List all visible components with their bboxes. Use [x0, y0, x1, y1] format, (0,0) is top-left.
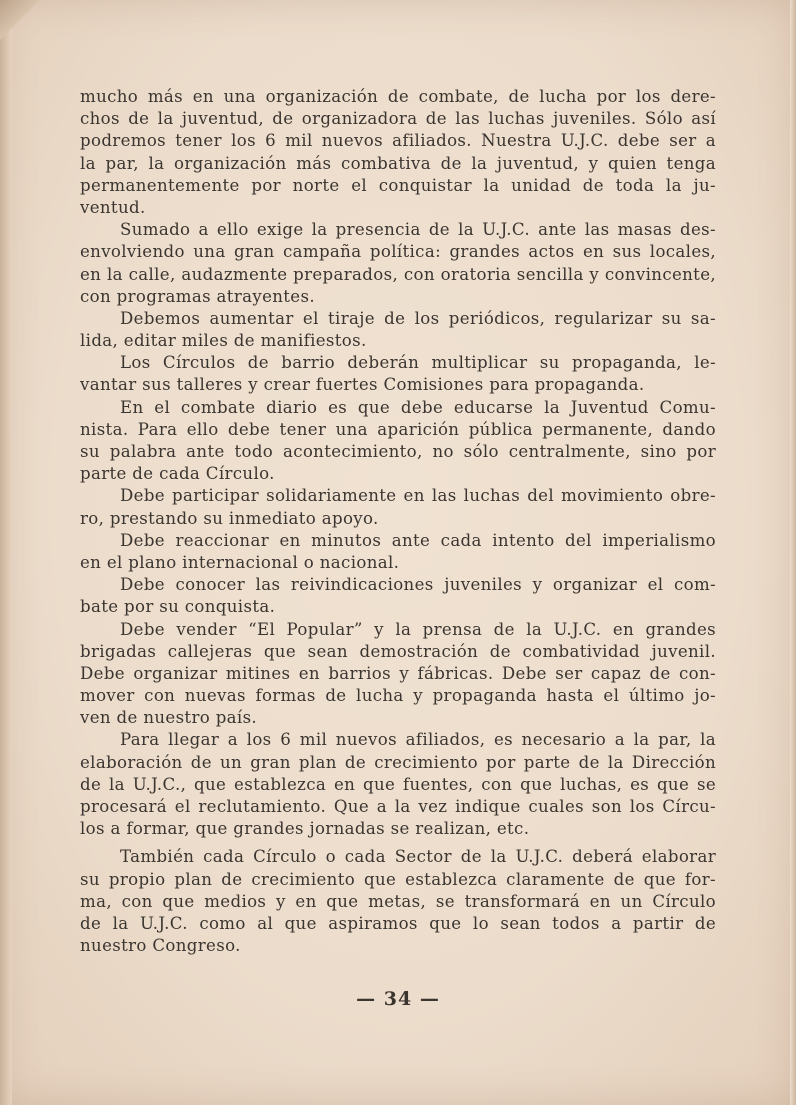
- paragraph: [80, 729, 716, 840]
- paragraph: [80, 846, 716, 957]
- text-line: con programas atrayentes.: [80, 286, 315, 306]
- text-line: los a formar, que grandes jornadas se realizan, etc.: [80, 819, 530, 839]
- text-line: mover con nuevas formas de lucha y propaganda hasta el último jo-: [80, 686, 716, 706]
- text-line: Sumado a ello exige la presencia de la U.J.C. ante las masas des-: [120, 220, 716, 240]
- text-line: bate por su conquista.: [80, 597, 276, 617]
- paragraph: [80, 530, 716, 574]
- paragraph: [80, 574, 716, 618]
- text-line: procesará el reclutamiento. Que a la vez indique cuales son los Círcu-: [80, 797, 716, 816]
- page-right-edge: [790, 0, 796, 1105]
- paragraph: [80, 308, 716, 352]
- text-line: Para llegar a los 6 mil nuevos afiliados, es necesario a la par, la: [120, 730, 716, 750]
- text-line: Debe participar solidariamente en las luchas del movimiento obre-: [120, 486, 716, 506]
- text-line: Debe reaccionar en minutos ante cada intento del imperialismo: [120, 530, 716, 550]
- text-line: mucho más en una organización de combate, de lucha por los dere-: [80, 87, 716, 106]
- text-line: lida, editar miles de manifiestos.: [80, 331, 367, 351]
- text-line: elaboración de un gran plan de crecimiento por parte de la Dirección: [80, 752, 716, 772]
- text-line: chos de la juventud, de organizadora de las luchas juveniles. Sólo así: [80, 109, 716, 129]
- paragraph: [80, 485, 716, 529]
- text-line: ma, con que medios y en que metas, se transformará en un Círculo: [80, 891, 716, 911]
- paragraph: [80, 352, 716, 396]
- text-line: su palabra ante todo acontecimiento, no sólo centralmente, sino por: [80, 442, 716, 461]
- paragraph: [80, 619, 716, 730]
- body-text: [80, 86, 716, 957]
- text-line: podremos tener los 6 mil nuevos afiliados. Nuestra U.J.C. debe ser a: [80, 131, 716, 151]
- text-line: Debe organizar mitines en barrios y fábricas. Debe ser capaz de con-: [80, 663, 716, 683]
- text-line: Debemos aumentar el tiraje de los periódicos, regularizar su sa-: [120, 308, 716, 328]
- text-line: Debe vender “El Popular” y la prensa de la U.J.C. en grandes: [120, 619, 716, 639]
- text-line: de la U.J.C. como al que aspiramos que lo sean todos a partir de: [80, 913, 716, 933]
- paragraph: [80, 397, 716, 486]
- text-line: Debe conocer las reivindicaciones juveniles y organizar el com-: [120, 575, 716, 595]
- text-line: en el plano internacional o nacional.: [80, 552, 400, 572]
- page-corner-fold: [0, 0, 48, 40]
- text-line: ven de nuestro país.: [80, 708, 258, 728]
- paragraph: [80, 86, 716, 219]
- text-line: ro, prestando su inmediato apoyo.: [80, 508, 379, 528]
- text-line: permanentemente por norte el conquistar la unidad de toda la ju-: [80, 175, 716, 195]
- page-number: — 34 —: [356, 988, 440, 1010]
- text-line: su propio plan de crecimiento que establezca claramente de que for-: [80, 869, 716, 889]
- page-binding-edge: [0, 0, 12, 1105]
- text-line: nista. Para ello debe tener una aparición pública permanente, dando: [80, 419, 716, 439]
- text-line: la par, la organización más combativa de la juventud, y quien tenga: [80, 153, 716, 173]
- text-line: vantar sus talleres y crear fuertes Comisiones para propaganda.: [80, 375, 645, 395]
- text-line: También cada Círculo o cada Sector de la U.J.C. deberá elaborar: [120, 847, 716, 867]
- text-line: envolviendo una gran campaña política: grandes actos en sus locales,: [80, 242, 716, 262]
- text-line: nuestro Congreso.: [80, 936, 241, 956]
- text-line: ventud.: [80, 197, 146, 217]
- text-line: de la U.J.C., que establezca en que fuentes, con que luchas, es que se: [80, 774, 716, 794]
- text-line: brigadas callejeras que sean demostración de combatividad juvenil.: [80, 641, 716, 661]
- text-line: Los Círculos de barrio deberán multiplicar su propaganda, le-: [120, 353, 716, 373]
- paragraph: [80, 219, 716, 308]
- text-line: parte de cada Círculo.: [80, 464, 275, 484]
- text-line: en la calle, audazmente preparados, con oratoria sencilla y convincente,: [80, 264, 716, 284]
- text-line: En el combate diario es que debe educarse la Juventud Comu-: [120, 397, 716, 417]
